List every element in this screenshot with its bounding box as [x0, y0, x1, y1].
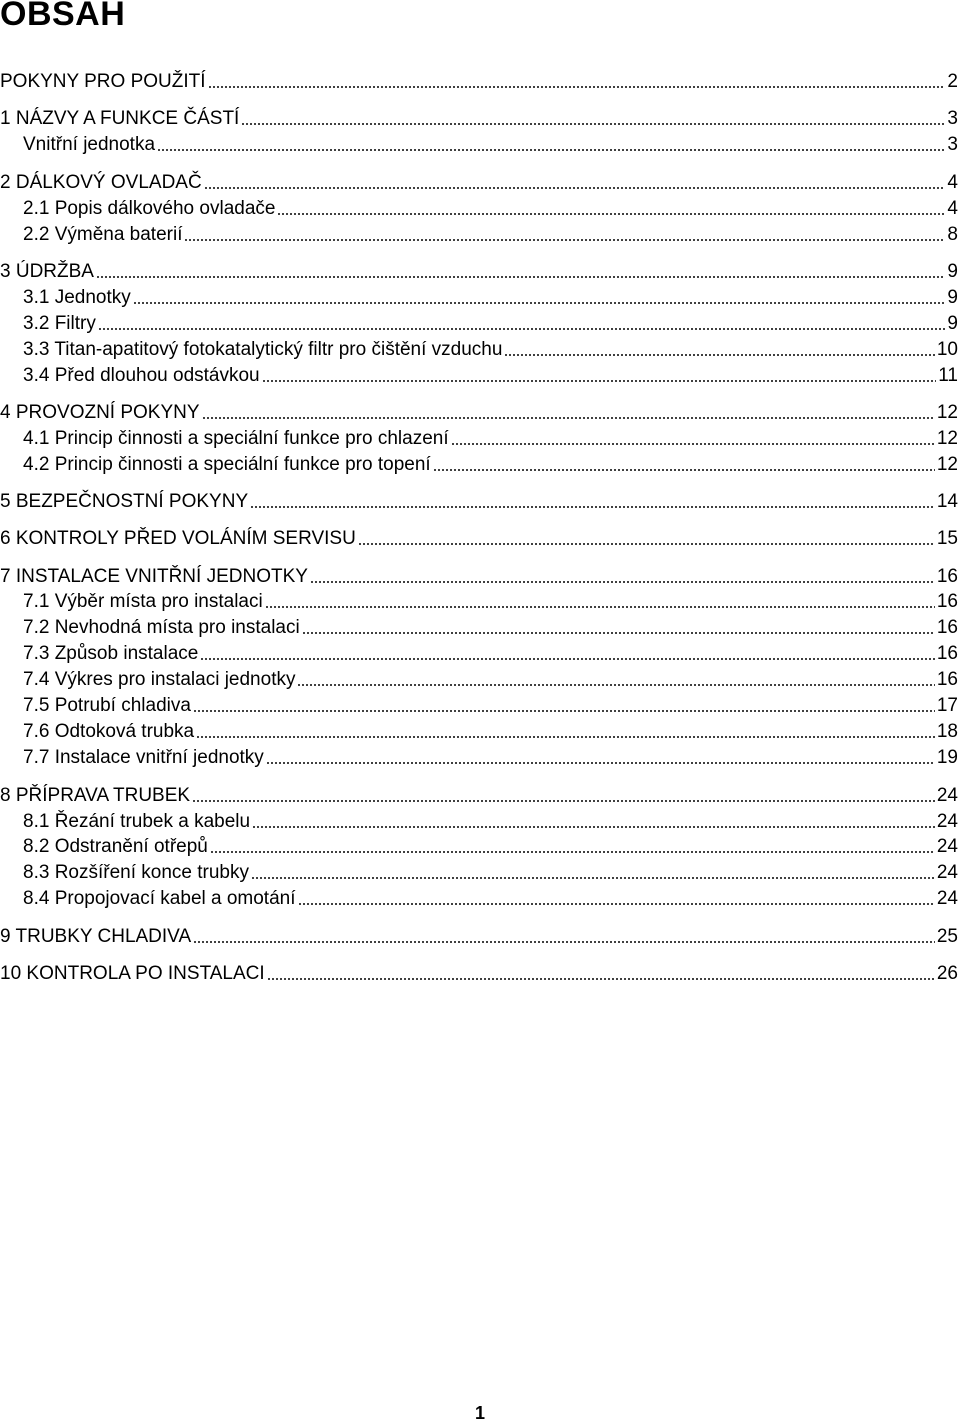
toc-entry-section-4[interactable] — [0, 401, 960, 425]
dot-leader — [358, 543, 935, 545]
toc-entry-section-1[interactable] — [0, 107, 960, 131]
toc-entry-page: 8 — [947, 224, 958, 245]
toc-entry-label: 7.6 Odtoková trubka — [23, 721, 195, 742]
page-title: OBSAH — [0, 0, 126, 33]
toc-entry-page: 9 — [947, 287, 958, 308]
toc-entry-page: 18 — [936, 721, 958, 742]
toc-entry-3-3[interactable] — [23, 338, 960, 362]
toc-entry-label: 10 KONTROLA PO INSTALACI — [0, 963, 265, 984]
toc-entry-8-4[interactable] — [23, 887, 960, 911]
dot-leader — [433, 469, 935, 471]
toc-entry-8-1[interactable] — [23, 810, 960, 834]
dot-leader — [196, 736, 935, 738]
toc-entry-7-7[interactable] — [23, 746, 960, 770]
toc-entry-page: 4 — [947, 198, 958, 219]
page-number: 1 — [474, 1403, 485, 1423]
toc-entry-7-3[interactable] — [23, 642, 960, 666]
toc-entry-pokyny[interactable] — [0, 70, 960, 94]
toc-entry-page: 16 — [936, 669, 958, 690]
toc-entry-page: 24 — [936, 862, 958, 883]
toc-entry-page: 19 — [936, 747, 958, 768]
dot-leader — [251, 877, 935, 879]
toc-entry-label: POKYNY PRO POUŽITÍ — [0, 71, 206, 92]
toc-entry-label: 3.2 Filtry — [23, 313, 96, 334]
dot-leader — [451, 443, 935, 445]
toc-entry-section-10[interactable] — [0, 962, 960, 986]
toc-entry-page: 16 — [936, 643, 958, 664]
toc-entry-7-5[interactable] — [23, 694, 960, 718]
toc-entry-3-2[interactable] — [23, 312, 960, 336]
toc-entry-2-1[interactable] — [23, 197, 960, 221]
toc-entry-3-1[interactable] — [23, 286, 960, 310]
toc-entry-page: 25 — [936, 926, 958, 947]
toc-entry-label: 8.1 Řezání trubek a kabelu — [23, 811, 251, 832]
toc-entry-page: 24 — [936, 811, 958, 832]
toc-entry-page: 9 — [947, 261, 958, 282]
dot-leader — [133, 302, 946, 304]
dot-leader — [193, 941, 935, 943]
toc-entry-label: 7.4 Výkres pro instalaci jednotky — [23, 669, 296, 690]
toc-entry-page: 4 — [947, 172, 958, 193]
dot-leader — [98, 328, 946, 330]
dot-leader — [297, 684, 934, 686]
toc-entry-label: 7.7 Instalace vnitřní jednotky — [23, 747, 264, 768]
toc-entry-label: 7.1 Výběr místa pro instalaci — [23, 591, 263, 612]
dot-leader — [266, 762, 935, 764]
toc-entry-label: 7.3 Způsob instalace — [23, 643, 199, 664]
toc-entry-label: 7 INSTALACE VNITŘNÍ JEDNOTKY — [0, 566, 308, 587]
toc-entry-section-8[interactable] — [0, 784, 960, 808]
toc-entry-label: 2.1 Popis dálkového ovladače — [23, 198, 276, 219]
toc-entry-7-2[interactable] — [23, 616, 960, 640]
toc-entry-page: 15 — [936, 528, 958, 549]
toc-entry-section-5[interactable] — [0, 490, 960, 514]
toc-entry-section-2[interactable] — [0, 171, 960, 195]
toc-entry-page: 10 — [936, 339, 958, 360]
toc-entry-page: 24 — [936, 785, 958, 806]
toc-entry-page: 3 — [947, 108, 958, 129]
dot-leader — [252, 826, 935, 828]
dot-leader — [262, 380, 937, 382]
toc-entry-label: 6 KONTROLY PŘED VOLÁNÍM SERVISU — [0, 528, 356, 549]
toc-entry-page: 16 — [936, 591, 958, 612]
toc-entry-page: 16 — [936, 566, 958, 587]
dot-leader — [193, 710, 935, 712]
toc-entry-page: 14 — [936, 491, 958, 512]
toc-entry-7-4[interactable] — [23, 668, 960, 692]
toc-entry-page: 12 — [936, 402, 958, 423]
toc-entry-page: 16 — [936, 617, 958, 638]
toc-entry-label: 5 BEZPEČNOSTNÍ POKYNY — [0, 491, 249, 512]
dot-leader — [267, 978, 935, 980]
toc-entry-label: 4.2 Princip činnosti a speciální funkce pro topení — [23, 454, 431, 475]
toc-entry-section-9[interactable] — [0, 925, 960, 949]
toc-entry-label: 8.3 Rozšíření konce trubky — [23, 862, 249, 883]
toc-entry-label: 3 ÚDRŽBA — [0, 261, 94, 282]
toc-entry-page: 11 — [938, 365, 958, 386]
toc-entry-4-2[interactable] — [23, 453, 960, 477]
toc-entry-section-6[interactable] — [0, 527, 960, 551]
dot-leader — [184, 239, 945, 241]
dot-leader — [200, 658, 935, 660]
dot-leader — [298, 903, 935, 905]
dot-leader — [302, 632, 935, 634]
toc-entry-vnitrni-jednotka[interactable] — [23, 133, 960, 157]
toc-entry-page: 26 — [936, 963, 958, 984]
toc-entry-label: Vnitřní jednotka — [23, 134, 156, 155]
dot-leader — [210, 851, 935, 853]
dot-leader — [202, 417, 935, 419]
dot-leader — [277, 213, 945, 215]
toc-entry-label: 3.4 Před dlouhou odstávkou — [23, 365, 260, 386]
dot-leader — [96, 276, 945, 278]
dot-leader — [157, 149, 945, 151]
toc-entry-3-4[interactable] — [23, 364, 960, 388]
dot-leader — [310, 581, 935, 583]
toc-entry-page: 24 — [936, 836, 958, 857]
toc-entry-8-3[interactable] — [23, 861, 960, 885]
toc-entry-section-7[interactable] — [0, 565, 960, 589]
toc-entry-label: 8.2 Odstranění otřepů — [23, 836, 208, 857]
toc-entry-label: 7.5 Potrubí chladiva — [23, 695, 191, 716]
toc-entry-label: 3.3 Titan-apatitový fotokatalytický filtr pro čištění vzduchu — [23, 339, 503, 360]
toc-entry-4-1[interactable] — [23, 427, 960, 451]
toc-entry-page: 12 — [936, 454, 958, 475]
toc-entry-label: 2.2 Výměna baterií — [23, 224, 183, 245]
dot-leader — [192, 800, 935, 802]
toc-entry-page: 3 — [947, 134, 958, 155]
toc-entry-7-6[interactable] — [23, 720, 960, 744]
toc-entry-label: 2 DÁLKOVÝ OVLADAČ — [0, 172, 202, 193]
dot-leader — [265, 606, 935, 608]
toc-entry-7-1[interactable] — [23, 590, 960, 614]
toc-entry-2-2[interactable] — [23, 223, 960, 247]
dot-leader — [504, 354, 934, 356]
toc-entry-page: 17 — [936, 695, 958, 716]
toc-entry-label: 8 PŘÍPRAVA TRUBEK — [0, 785, 191, 806]
toc-entry-label: 4 PROVOZNÍ POKYNY — [0, 402, 200, 423]
toc-entry-page: 12 — [936, 428, 958, 449]
toc-entry-page: 24 — [936, 888, 958, 909]
toc-entry-8-2[interactable] — [23, 835, 960, 859]
dot-leader — [204, 187, 946, 189]
toc-entry-page: 2 — [947, 71, 958, 92]
dot-leader — [208, 86, 946, 88]
dot-leader — [241, 123, 945, 125]
toc-entry-label: 1 NÁZVY A FUNKCE ČÁSTÍ — [0, 108, 240, 129]
toc-entry-label: 4.1 Princip činnosti a speciální funkce pro chlazení — [23, 428, 449, 449]
toc-entry-label: 8.4 Propojovací kabel a omotání — [23, 888, 296, 909]
toc-entry-page: 9 — [947, 313, 958, 334]
dot-leader — [250, 506, 935, 508]
toc-entry-label: 3.1 Jednotky — [23, 287, 131, 308]
toc-entry-label: 7.2 Nevhodná místa pro instalaci — [23, 617, 300, 638]
toc-entry-label: 9 TRUBKY CHLADIVA — [0, 926, 192, 947]
toc-entry-section-3[interactable] — [0, 260, 960, 284]
